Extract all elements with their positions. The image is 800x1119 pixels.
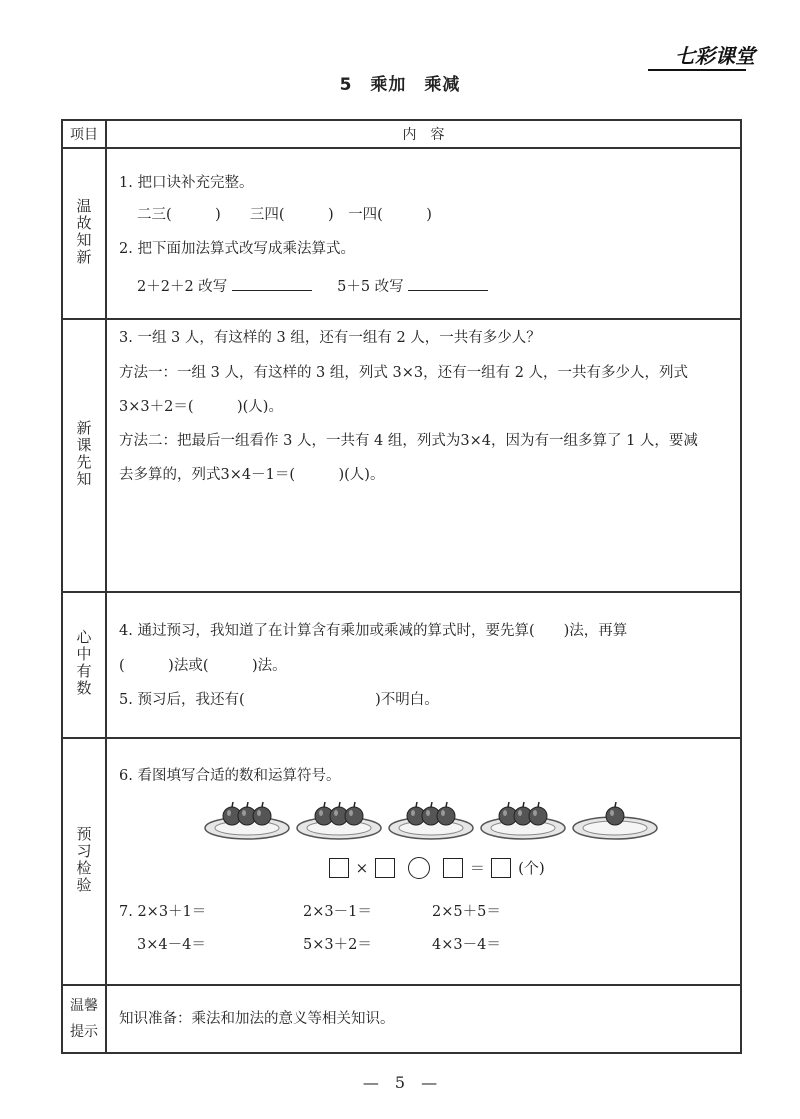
row-check xyxy=(62,738,741,985)
label-check xyxy=(62,738,106,985)
content-tips xyxy=(106,985,741,1053)
label-mind-text: 心中有数 xyxy=(74,629,93,697)
plate-5 xyxy=(573,802,657,839)
apple-plates-illustration xyxy=(203,794,663,844)
q2-a-text: 2＋2＋2 改写 xyxy=(137,279,228,295)
tips-text: 知识准备：乘法和加法的意义等相关知识。 xyxy=(119,1011,395,1027)
q7-r2c1: 3×4－4＝ xyxy=(137,937,206,953)
q2-answer-line xyxy=(137,276,488,295)
apple-icon xyxy=(529,807,547,825)
answer-box-1[interactable] xyxy=(329,858,349,878)
times-sign: × xyxy=(355,858,369,877)
label-review xyxy=(62,148,106,319)
q6-text: 6. 看图填写合适的数和运算符号。 xyxy=(119,768,341,784)
q2-b-blank[interactable] xyxy=(408,276,488,291)
answer-box-3[interactable] xyxy=(443,858,463,878)
unit-text: (个) xyxy=(518,858,545,877)
q2-b-text: 5＋5 改写 xyxy=(337,279,404,295)
q2-text: 2. 把下面加法算式改写成乘法算式。 xyxy=(119,241,355,257)
q1-items: 二三( ) 三四( ) 一四( ) xyxy=(137,207,432,223)
apple-icon xyxy=(253,807,271,825)
label-preview xyxy=(62,319,106,592)
plate-1 xyxy=(205,802,289,839)
apple-icon xyxy=(345,807,363,825)
q7-r1c2: 2×3－1＝ xyxy=(303,904,372,920)
answer-box-2[interactable] xyxy=(375,858,395,878)
q4-line1: 4. 通过预习，我知道了在计算含有乘加或乘减的算式时，要先算( )法，再算 xyxy=(119,623,628,639)
operator-circle[interactable] xyxy=(408,857,430,879)
lesson-table xyxy=(61,119,742,1054)
plates-image xyxy=(203,794,663,848)
method2-line1: 方法二：把最后一组看作 3 人，一共有 4 组，列式为3×4，因为有一组多算了 1 人，要减 xyxy=(119,433,698,449)
plate-2 xyxy=(297,802,381,839)
header-project: 项目 xyxy=(62,120,106,148)
page-number: — 5 — xyxy=(362,1073,438,1092)
plate-3 xyxy=(389,802,473,839)
method1-line1: 方法一：一组 3 人，有这样的 3 组，列式 3×3，还有一组有 2 人，一共有多少人，列式 xyxy=(119,365,689,381)
q7-r1c1: 7. 2×3＋1＝ xyxy=(119,904,207,920)
q2-a-blank[interactable] xyxy=(232,276,312,291)
q5-text: 5. 预习后，我还有( )不明白。 xyxy=(119,692,439,708)
page-title: 5 乘加 乘减 xyxy=(339,75,461,95)
q7-r1c3: 2×5＋5＝ xyxy=(432,904,501,920)
label-check-text: 预习检验 xyxy=(74,825,93,894)
row-review xyxy=(62,148,741,319)
content-review xyxy=(106,148,741,319)
plate-4 xyxy=(481,802,565,839)
method1-line2: 3×3＋2＝( )(人)。 xyxy=(119,399,283,415)
label-tips xyxy=(62,985,106,1053)
label-review-text: 温故知新 xyxy=(74,197,93,266)
q3-text: 3. 一组 3 人，有这样的 3 组，还有一组有 2 人，一共有多少人？ xyxy=(119,330,541,346)
content-mind xyxy=(106,592,741,738)
equals-sign: ＝ xyxy=(469,858,485,877)
apple-icon xyxy=(606,807,624,825)
label-preview-text: 新课先知 xyxy=(74,419,93,488)
q4-line2: ( )法或( )法。 xyxy=(119,658,287,674)
q7-r2c2: 5×3＋2＝ xyxy=(303,937,372,953)
answer-box-4[interactable] xyxy=(491,858,511,878)
row-mind xyxy=(62,592,741,738)
label-mind xyxy=(62,592,106,738)
row-tips xyxy=(62,985,741,1053)
q6-equation xyxy=(329,857,547,879)
content-preview xyxy=(106,319,741,592)
label-tips-2: 提示 xyxy=(70,1024,98,1040)
q1-text: 1. 把口诀补充完整。 xyxy=(119,175,254,191)
header-content: 内 容 xyxy=(106,120,741,148)
label-tips-1: 温馨 xyxy=(70,998,98,1014)
row-preview xyxy=(62,319,741,592)
brand-text: 七彩课堂 xyxy=(675,44,755,68)
content-check xyxy=(106,738,741,985)
table-header-row xyxy=(62,120,741,148)
method2-line2: 去多算的，列式3×4－1＝( )(人)。 xyxy=(119,467,385,483)
apple-icon xyxy=(437,807,455,825)
brand-logo xyxy=(655,40,755,69)
q7-r2c3: 4×3－4＝ xyxy=(432,937,501,953)
